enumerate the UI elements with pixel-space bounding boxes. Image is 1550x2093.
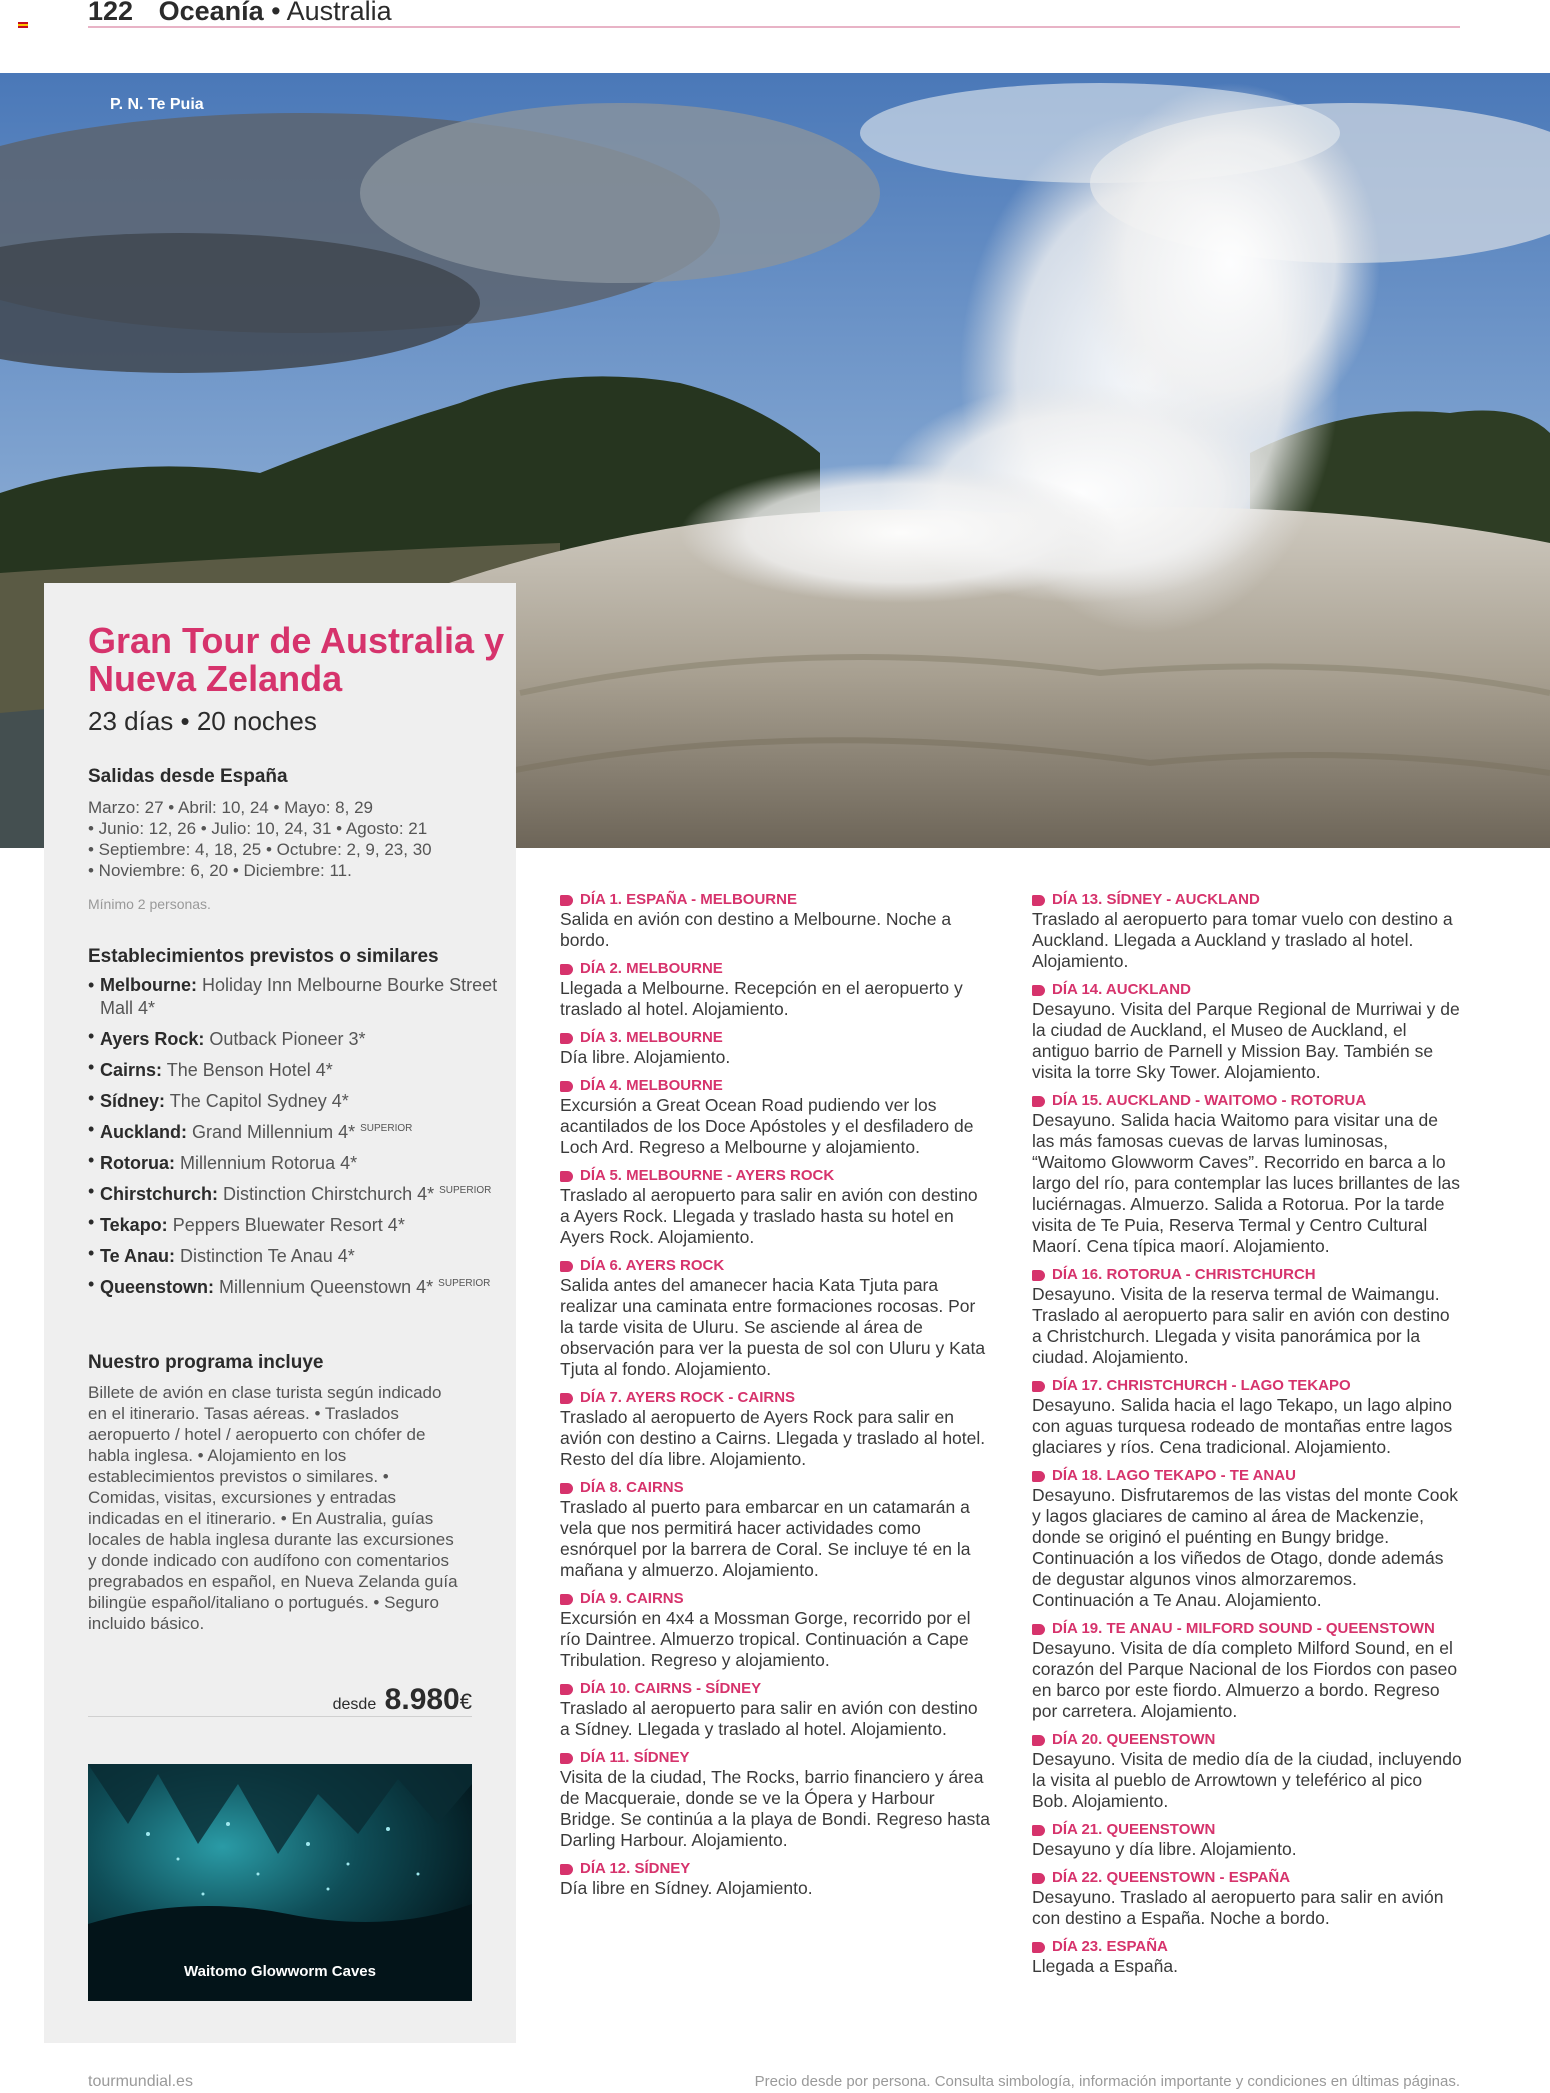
day-description: Día libre. Alojamiento. — [560, 1047, 731, 1067]
itinerary-day — [1032, 1731, 1462, 1812]
itinerary-day — [560, 1077, 990, 1158]
itinerary-day — [560, 891, 990, 951]
day-title — [1032, 981, 1462, 999]
itinerary-day — [560, 1479, 990, 1581]
includes-text: Billete de avión en clase turista según indicado en el itinerario. Tasas aéreas. • Traslados aeropuerto / hotel / aeropuerto con chófer de habla inglesa. • Alojamiento en los establecimientos previstos o similares. • Comidas, visitas, excursiones y entradas indicadas en el itinerario. • En Australia, guías locales de habla inglesa durante las excursiones y donde indicado con audífono con comentarios pregrabados en español, en Nueva Zelanda guía bilingüe español/italiano o portugués. • Seguro incluido básico. — [88, 1383, 458, 1633]
day-marker-icon — [560, 1483, 573, 1494]
day-description: Excursión en 4x4 a Mossman Gorge, recorrido por el río Daintree. Almuerzo tropical. Continuación a Cape Tribulation. Regreso y alojamiento. — [560, 1608, 971, 1670]
hotel-item — [88, 1274, 498, 1297]
header-separator: • — [271, 0, 281, 26]
footer-website: tourmundial.es — [88, 2073, 193, 2090]
day-title — [560, 891, 990, 909]
day-description: Llegada a España. — [1032, 1956, 1178, 1976]
region-label: Oceanía — [158, 0, 264, 26]
day-description: Salida antes del amanecer hacia Kata Tjuta para realizar una caminata entre formaciones rocosas. Por la tarde visita de Uluru. Se asciende al área de observación para ver la puesta de sol con Uluru y Kata Tjuta al fondo. Alojamiento. — [560, 1275, 986, 1379]
departures-line: • Junio: 12, 26 • Julio: 10, 24, 31 • Agosto: 21 — [88, 819, 428, 838]
hotel-name: Distinction Te Anau 4* — [180, 1246, 355, 1266]
itinerary-day — [560, 1590, 990, 1671]
day-marker-icon — [1032, 1735, 1045, 1746]
day-title-text: DÍA 16. ROTORUA - CHRISTCHURCH — [1052, 1266, 1316, 1283]
page-number: 122 — [88, 0, 134, 26]
tour-title: Gran Tour de Australia y Nueva Zelanda — [88, 620, 505, 699]
price-amount: 8.980 — [384, 1683, 460, 1716]
day-description: Traslado al aeropuerto de Ayers Rock para salir en avión con destino a Cairns. Llegada y traslado al hotel. Resto del día libre. Alojamiento. — [560, 1407, 986, 1469]
day-title-text: DÍA 19. TE ANAU - MILFORD SOUND - QUEENSTOWN — [1052, 1620, 1435, 1637]
hotel-name: Outback Pioneer 3* — [209, 1029, 366, 1049]
itinerary-column-right — [1032, 891, 1462, 1986]
day-description: Desayuno. Visita del Parque Regional de Murriwai y de la ciudad de Auckland, el Museo de Auckland, el antiguo barrio de Parnell y Mission Bay. También se visita la torre Sky Tower. Alojamiento. — [1032, 999, 1460, 1082]
itinerary-day — [1032, 1938, 1462, 1977]
day-title — [1032, 1731, 1462, 1749]
day-title-text: DÍA 14. AUCKLAND — [1052, 981, 1191, 998]
itinerary-day — [560, 1680, 990, 1740]
itinerary-day — [560, 1167, 990, 1248]
hotel-city: Auckland: — [100, 1122, 188, 1142]
day-marker-icon — [560, 1261, 573, 1272]
day-title — [1032, 1869, 1462, 1887]
hotel-item — [88, 975, 498, 1018]
departures-line: Marzo: 27 • Abril: 10, 24 • Mayo: 8, 29 — [88, 798, 373, 817]
hotel-item — [88, 1243, 498, 1266]
itinerary-day — [560, 1029, 990, 1068]
day-marker-icon — [560, 964, 573, 975]
hotel-name: The Benson Hotel 4* — [166, 1060, 333, 1080]
hotel-name: Holiday Inn Melbourne Bourke Street Mall 4* — [100, 975, 498, 1018]
day-title-text: DÍA 20. QUEENSTOWN — [1052, 1731, 1216, 1748]
departures-heading: Salidas desde España — [88, 766, 288, 787]
itinerary-day — [560, 1389, 990, 1470]
day-description: Día libre en Sídney. Alojamiento. — [560, 1878, 813, 1898]
day-marker-icon — [1032, 1381, 1045, 1392]
day-marker-icon — [1032, 1873, 1045, 1884]
day-marker-icon — [560, 1864, 573, 1875]
price-label: desde — [332, 1696, 377, 1713]
day-title-text: DÍA 23. ESPAÑA — [1052, 1938, 1168, 1955]
hotel-name: Grand Millennium 4* — [192, 1122, 356, 1142]
hotel-item — [88, 1057, 498, 1080]
hotel-name: Millennium Queenstown 4* — [219, 1277, 434, 1297]
day-title — [560, 1860, 990, 1878]
day-title-text: DÍA 15. AUCKLAND - WAITOMO - ROTORUA — [1052, 1092, 1367, 1109]
day-description: Desayuno. Visita de medio día de la ciudad, incluyendo la visita al pueblo de Arrowtown y teleférico al pico Bob. Alojamiento. — [1032, 1749, 1462, 1811]
day-marker-icon — [560, 895, 573, 906]
spain-flag-icon — [18, 22, 28, 28]
day-marker-icon — [1032, 1270, 1045, 1281]
day-title — [560, 1479, 990, 1497]
itinerary-day — [1032, 891, 1462, 972]
hotel-category: SUPERIOR — [439, 1185, 492, 1196]
itinerary-day — [1032, 1377, 1462, 1458]
day-description: Traslado al aeropuerto para tomar vuelo con destino a Auckland. Llegada a Auckland y traslado al hotel. Alojamiento. — [1032, 909, 1453, 971]
day-title — [1032, 1938, 1462, 1956]
day-title — [560, 1077, 990, 1095]
day-title — [1032, 1377, 1462, 1395]
day-title — [560, 1029, 990, 1047]
day-description: Traslado al aeropuerto para salir en avión con destino a Ayers Rock. Llegada y traslado hasta su hotel en Ayers Rock. Alojamiento. — [560, 1185, 978, 1247]
day-title-text: DÍA 4. MELBOURNE — [580, 1077, 723, 1094]
day-marker-icon — [560, 1684, 573, 1695]
tour-price — [333, 1683, 472, 1717]
hotel-name: Millennium Rotorua 4* — [180, 1153, 358, 1173]
day-title — [560, 960, 990, 978]
day-title — [1032, 1620, 1462, 1638]
day-description: Visita de la ciudad, The Rocks, barrio financiero y área de Macqueraie, donde se ve la Ópera y Harbour Bridge. Se continúa a la playa de Bondi. Regreso hasta Darling Harbour. Alojamiento. — [560, 1767, 991, 1850]
hotel-item — [88, 1212, 498, 1235]
day-title-text: DÍA 1. ESPAÑA - MELBOURNE — [580, 891, 797, 908]
day-description: Traslado al puerto para embarcar en un catamarán a vela que nos permitirá hacer actividades como esnórquel por la barrera de Coral. Se incluye té en la mañana y almuerzo. Alojamiento. — [560, 1497, 971, 1580]
itinerary-day — [1032, 1821, 1462, 1860]
day-description: Desayuno. Visita de la reserva termal de Waimangu. Traslado al aeropuerto para salir en avión con destino a Christchurch. Llegada y visita panorámica por la ciudad. Alojamiento. — [1032, 1284, 1450, 1367]
header-rule — [88, 26, 1460, 28]
day-title — [1032, 1467, 1462, 1485]
itinerary-day — [560, 960, 990, 1020]
day-marker-icon — [1032, 985, 1045, 996]
day-title-text: DÍA 21. QUEENSTOWN — [1052, 1821, 1216, 1838]
hotel-item — [88, 1150, 498, 1173]
price-currency: € — [459, 1689, 472, 1714]
hotel-city: Ayers Rock: — [100, 1029, 205, 1049]
day-marker-icon — [1032, 895, 1045, 906]
day-title — [560, 1680, 990, 1698]
departures-dates — [88, 797, 478, 881]
day-title-text: DÍA 6. AYERS ROCK — [580, 1257, 725, 1274]
hotel-city: Sídney: — [100, 1091, 166, 1111]
day-title — [1032, 1266, 1462, 1284]
itinerary-day — [560, 1860, 990, 1899]
day-title-text: DÍA 5. MELBOURNE - AYERS ROCK — [580, 1167, 835, 1184]
day-title-text: DÍA 11. SÍDNEY — [580, 1749, 690, 1766]
hotel-item — [88, 1181, 498, 1204]
day-title — [560, 1389, 990, 1407]
day-marker-icon — [560, 1081, 573, 1092]
hotel-city: Queenstown: — [100, 1277, 215, 1297]
day-description: Excursión a Great Ocean Road pudiendo ver los acantilados de los Doce Apóstoles y el desfiladero de Loch Ard. Regreso a Melbourne y alojamiento. — [560, 1095, 974, 1157]
departures-line: • Noviembre: 6, 20 • Diciembre: 11. — [88, 861, 352, 880]
day-description: Desayuno. Salida hacia el lago Tekapo, un lago alpino con aguas turquesa rodeado de montañas entre lagos glaciares y ríos. Cena tradicional. Alojamiento. — [1032, 1395, 1453, 1457]
hotel-city: Te Anau: — [100, 1246, 175, 1266]
day-description: Desayuno. Disfrutaremos de las vistas del monte Cook y lagos glaciares de camino al área de Mackenzie, donde se originó el puénting en Bungy bridge. Continuación a los viñedos de Otago, donde además de degustar algunos vinos almorzaremos. Continuación a Te Anau. Alojamiento. — [1032, 1485, 1459, 1610]
hotel-item — [88, 1088, 498, 1111]
day-marker-icon — [560, 1171, 573, 1182]
hotel-name: The Capitol Sydney 4* — [169, 1091, 349, 1111]
day-title-text: DÍA 12. SÍDNEY — [580, 1860, 691, 1877]
day-description: Desayuno y día libre. Alojamiento. — [1032, 1839, 1297, 1859]
itinerary-day — [1032, 1266, 1462, 1368]
itinerary-column-left — [560, 891, 990, 1908]
day-title-text: DÍA 13. SÍDNEY - AUCKLAND — [1052, 891, 1260, 908]
includes-heading: Nuestro programa incluye — [88, 1352, 324, 1373]
cave-caption: Waitomo Glowworm Caves — [184, 1963, 376, 1980]
day-marker-icon — [1032, 1096, 1045, 1107]
itinerary-day — [1032, 1869, 1462, 1929]
day-marker-icon — [1032, 1825, 1045, 1836]
minimum-note: Mínimo 2 personas. — [88, 896, 211, 912]
day-marker-icon — [1032, 1471, 1045, 1482]
hotels-list — [88, 975, 498, 1305]
tour-duration: 23 días • 20 noches — [88, 706, 317, 736]
itinerary-day — [1032, 981, 1462, 1083]
day-description: Desayuno. Visita de día completo Milford Sound, en el corazón del Parque Nacional de los Fiordos con paseo en barco por este fiordo. Almuerzo a bordo. Regreso por carretera. Alojamiento. — [1032, 1638, 1458, 1721]
page-header — [88, 0, 392, 27]
day-title — [1032, 1821, 1462, 1839]
itinerary-day — [1032, 1467, 1462, 1611]
hotel-city: Rotorua: — [100, 1153, 175, 1173]
day-title — [560, 1590, 990, 1608]
day-title-text: DÍA 3. MELBOURNE — [580, 1029, 723, 1046]
day-marker-icon — [1032, 1624, 1045, 1635]
day-marker-icon — [560, 1033, 573, 1044]
day-marker-icon — [1032, 1942, 1045, 1953]
day-title — [1032, 1092, 1462, 1110]
day-marker-icon — [560, 1594, 573, 1605]
day-description: Desayuno. Traslado al aeropuerto para salir en avión con destino a España. Noche a bordo. — [1032, 1887, 1444, 1928]
hotel-category: SUPERIOR — [360, 1123, 413, 1134]
hero-caption: P. N. Te Puia — [110, 96, 204, 113]
day-title-text: DÍA 9. CAIRNS — [580, 1590, 684, 1607]
day-title — [560, 1749, 990, 1767]
day-title — [560, 1167, 990, 1185]
itinerary-day — [560, 1749, 990, 1851]
day-title — [1032, 891, 1462, 909]
hotel-city: Tekapo: — [100, 1215, 168, 1235]
day-title-text: DÍA 17. CHRISTCHURCH - LAGO TEKAPO — [1052, 1377, 1351, 1394]
hotel-name: Peppers Bluewater Resort 4* — [172, 1215, 405, 1235]
footer-disclaimer: Precio desde por persona. Consulta simbología, información importante y condiciones en últimas páginas. — [754, 2073, 1460, 2090]
hotel-city: Melbourne: — [100, 975, 197, 995]
hotel-item — [88, 1119, 498, 1142]
hotels-heading: Establecimientos previstos o similares — [88, 946, 439, 967]
day-description: Salida en avión con destino a Melbourne. Noche a bordo. — [560, 909, 952, 950]
day-description: Traslado al aeropuerto para salir en avión con destino a Sídney. Llegada y traslado al hotel. Alojamiento. — [560, 1698, 978, 1739]
itinerary-day — [560, 1257, 990, 1380]
day-title-text: DÍA 22. QUEENSTOWN - ESPAÑA — [1052, 1869, 1291, 1886]
hotel-city: Cairns: — [100, 1060, 163, 1080]
itinerary-day — [1032, 1092, 1462, 1257]
day-marker-icon — [560, 1753, 573, 1764]
country-label: Australia — [286, 0, 392, 26]
hotel-name: Distinction Chirstchurch 4* — [223, 1184, 435, 1204]
day-title-text: DÍA 10. CAIRNS - SÍDNEY — [580, 1680, 762, 1697]
day-title — [560, 1257, 990, 1275]
hotel-item — [88, 1026, 498, 1049]
departures-line: • Septiembre: 4, 18, 25 • Octubre: 2, 9, 23, 30 — [88, 840, 432, 859]
day-title-text: DÍA 18. LAGO TEKAPO - TE ANAU — [1052, 1467, 1296, 1484]
day-title-text: DÍA 8. CAIRNS — [580, 1479, 684, 1496]
day-description: Desayuno. Salida hacia Waitomo para visitar una de las más famosas cuevas de larvas luminosas, “Waitomo Glowworm Caves”. Recorrido en barca a lo largo del río, para contemplar las luces brillantes de las luciérnagas. Almuerzo. Salida a Rotorua. Por la tarde visita de Te Puia, Reserva Termal y Centro Cultural Maorí. Cena típica maorí. Alojamiento. — [1032, 1110, 1460, 1256]
hotel-category: SUPERIOR — [438, 1278, 491, 1289]
hotel-city: Chirstchurch: — [100, 1184, 219, 1204]
itinerary-day — [1032, 1620, 1462, 1722]
day-marker-icon — [560, 1393, 573, 1404]
day-title-text: DÍA 2. MELBOURNE — [580, 960, 723, 977]
day-description: Llegada a Melbourne. Recepción en el aeropuerto y traslado al hotel. Alojamiento. — [560, 978, 963, 1019]
day-title-text: DÍA 7. AYERS ROCK - CAIRNS — [580, 1389, 796, 1406]
